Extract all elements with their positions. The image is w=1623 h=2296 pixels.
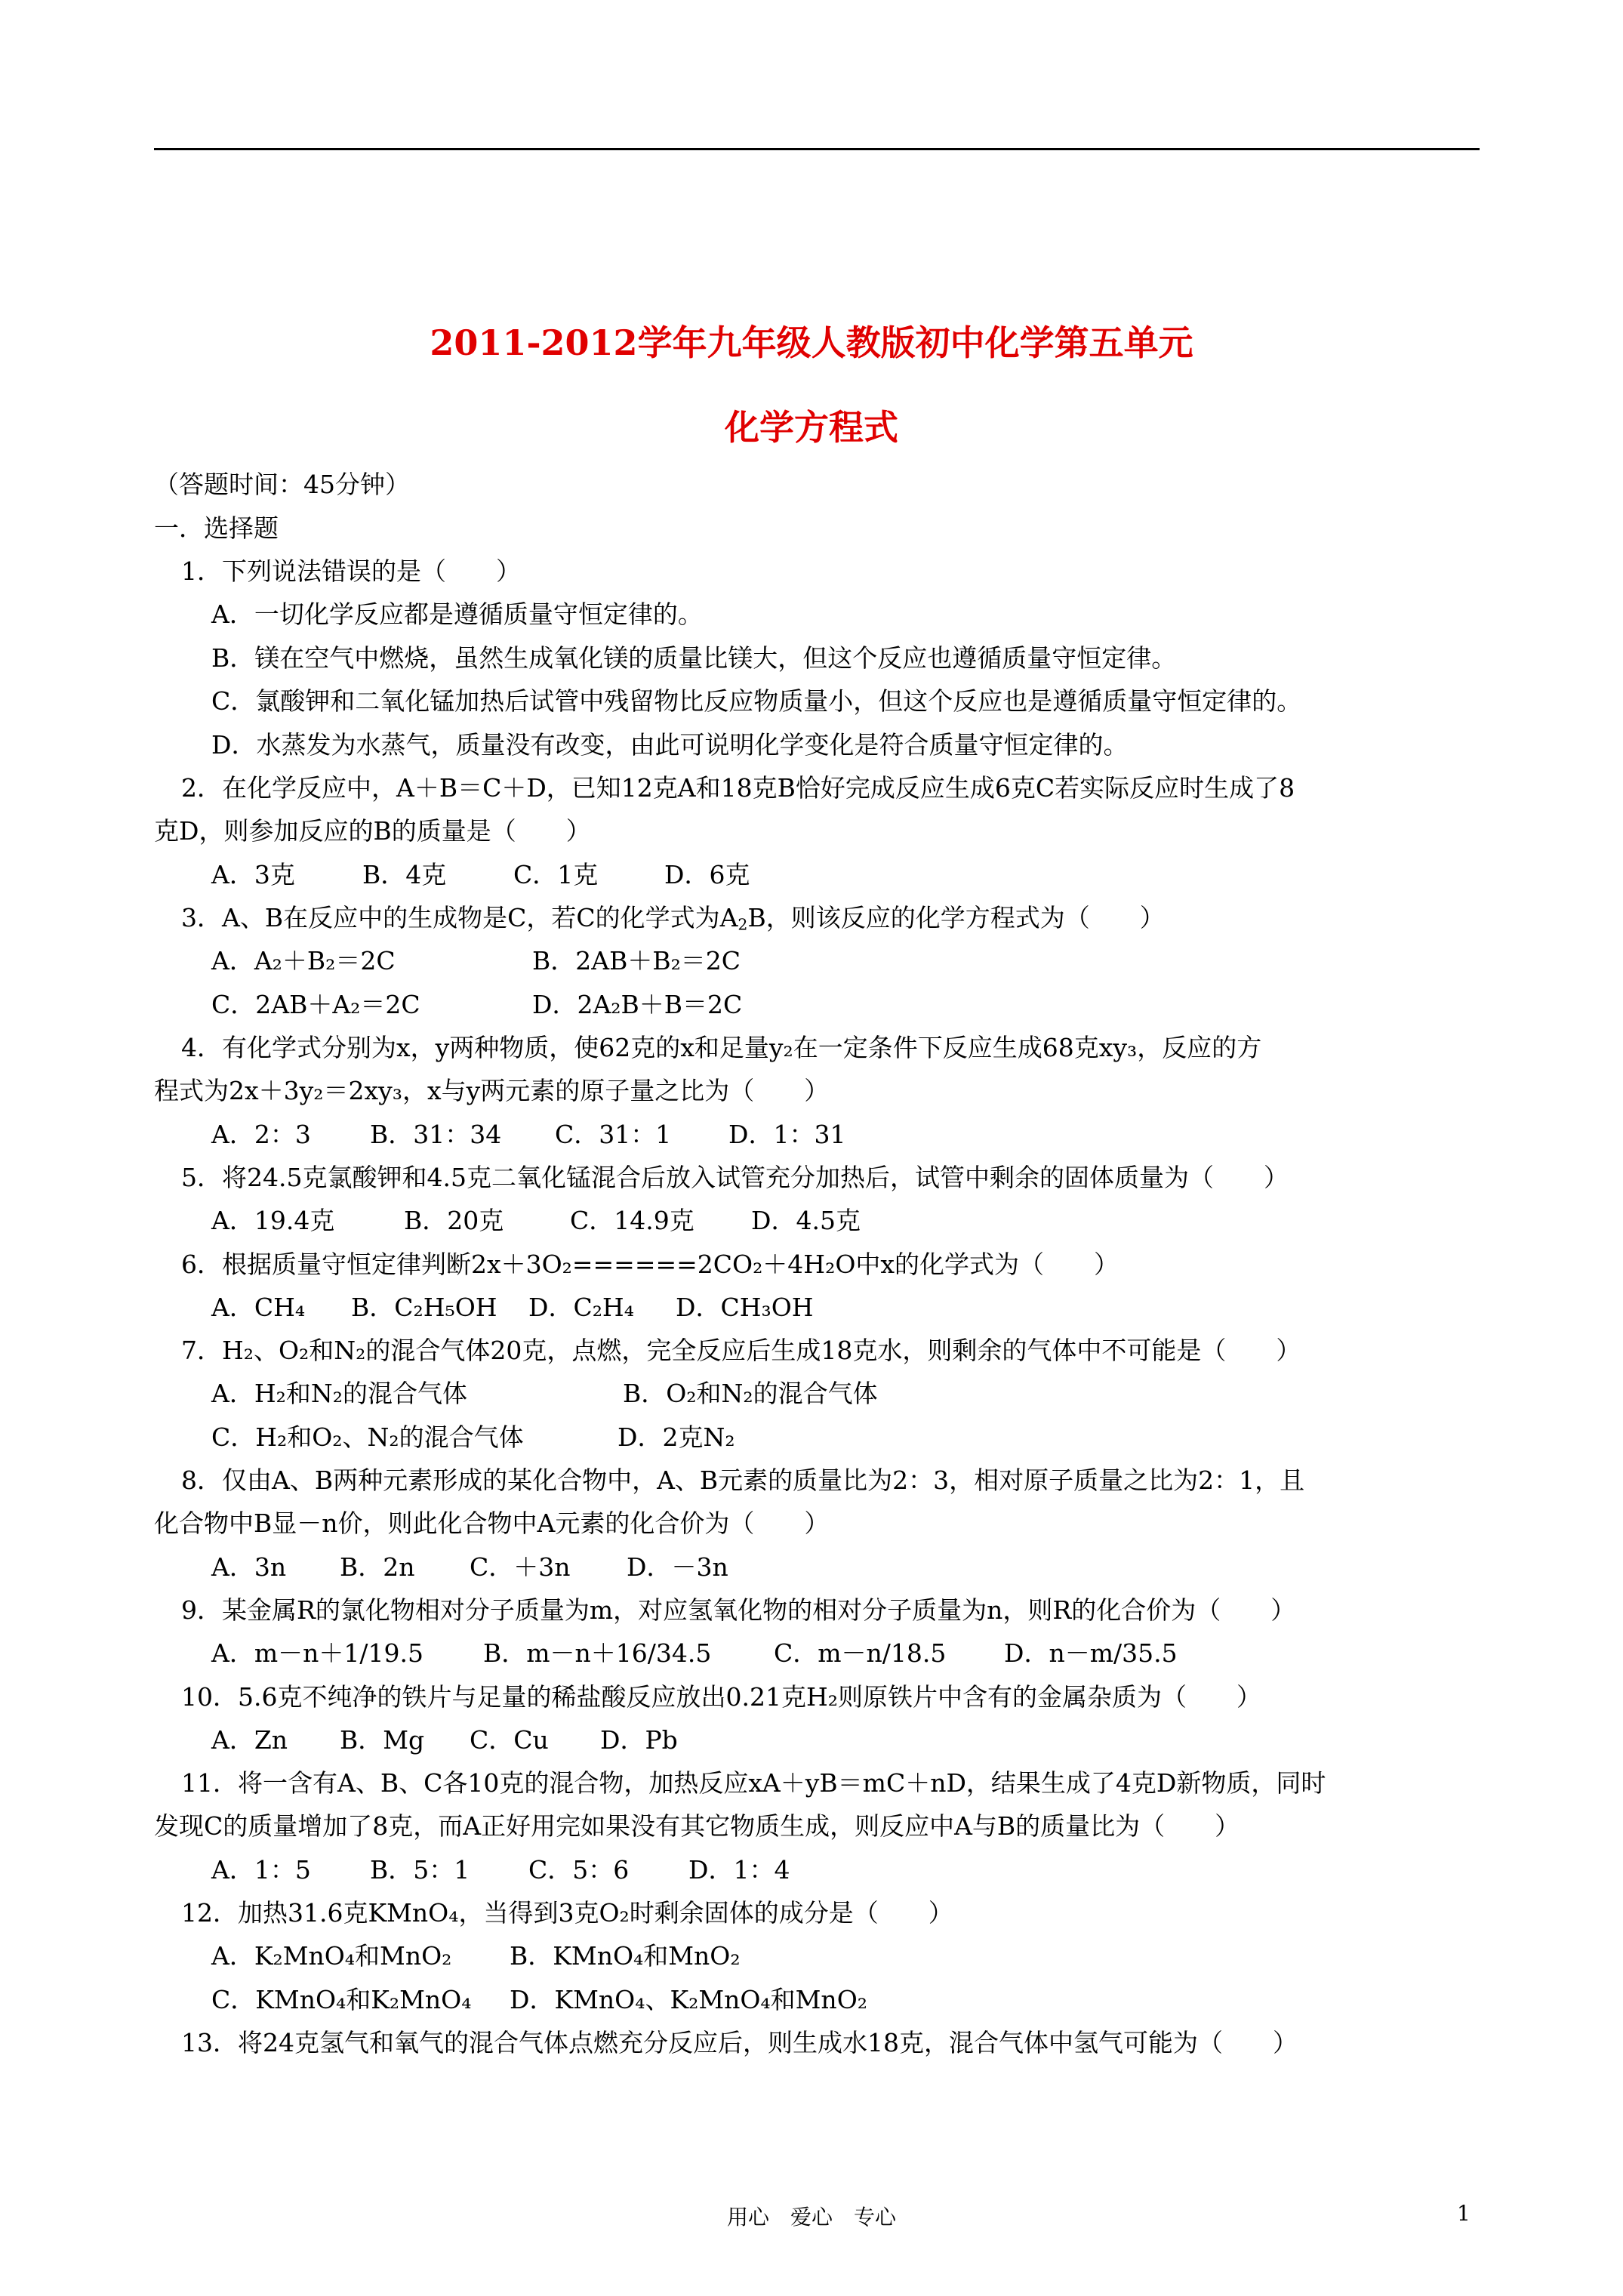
question-12-stem: 12．加热31.6克KMnO₄，当得到3克O₂时剩余固体的成分是（ ） <box>181 1898 953 1928</box>
footer-motto: 用心 爱心 专心 <box>726 2205 896 2230</box>
question-4-option-a: A．2：3 <box>211 1120 311 1149</box>
document-title: 2011-2012学年九年级人教版初中化学第五单元 <box>430 322 1193 363</box>
question-9-option-b: B．m－n＋16/34.5 <box>483 1638 712 1668</box>
question-2-option-a: A．3克 <box>211 860 295 889</box>
question-2-option-d: D．6克 <box>664 860 750 889</box>
question-6-option-c: D．C₂H₄ <box>528 1293 634 1322</box>
question-8-stem-line1: 8．仅由A、B两种元素形成的某化合物中，A、B元素的质量比为2：3，相对原子质量之比为2：1，且 <box>181 1465 1305 1495</box>
question-13-stem: 13．将24克氢气和氧气的混合气体点燃充分反应后，则生成水18克，混合气体中氢气可能为（ ） <box>181 2028 1298 2057</box>
question-11-stem-line2: 发现C的质量增加了8克，而A正好用完如果没有其它物质生成，则反应中A与B的质量比为（ ） <box>154 1811 1240 1841</box>
question-2-option-b: B．4克 <box>362 860 447 889</box>
document-subtitle: 化学方程式 <box>725 407 898 448</box>
question-8-option-a: A．3n <box>211 1552 287 1582</box>
question-9-option-a: A．m－n＋1/19.5 <box>211 1638 423 1668</box>
question-5-option-c: C．14.9克 <box>570 1206 694 1235</box>
question-7-option-b: B．O₂和N₂的混合气体 <box>623 1379 878 1408</box>
question-5-stem: 5．将24.5克氯酸钾和4.5克二氧化锰混合后放入试管充分加热后，试管中剩余的固体质量为（ ） <box>181 1163 1289 1192</box>
question-5-option-a: A．19.4克 <box>211 1206 335 1235</box>
question-11-option-d: D．1：4 <box>688 1855 790 1885</box>
question-10-option-d: D．Pb <box>600 1725 678 1755</box>
question-5-option-b: B．20克 <box>404 1206 504 1235</box>
section-heading: 一．选择题 <box>154 513 279 543</box>
question-2-stem-line1: 2．在化学反应中，A＋B＝C＋D，已知12克A和18克B恰好完成反应生成6克C若实际反应时生成了8 <box>181 773 1295 803</box>
question-9-stem: 9．某金属R的氯化物相对分子质量为m，对应氢氧化物的相对分子质量为n，则R的化合价为（ ） <box>181 1595 1296 1625</box>
question-8-option-b: B．2n <box>340 1552 415 1582</box>
question-3-option-c: C．2AB＋A₂＝2C <box>211 990 420 1019</box>
question-1-option-a: A．一切化学反应都是遵循质量守恒定律的。 <box>211 599 703 629</box>
question-11-option-a: A．1：5 <box>211 1855 311 1885</box>
question-10-stem: 10．5.6克不纯净的铁片与足量的稀盐酸反应放出0.21克H₂则原铁片中含有的金属杂质为（ ） <box>181 1682 1261 1712</box>
question-12-option-c: C．KMnO₄和K₂MnO₄ <box>211 1985 472 2014</box>
question-11-stem-line1: 11．将一含有A、B、C各10克的混合物，加热反应xA＋yB＝mC＋nD，结果生成了4克D新物质，同时 <box>181 1768 1326 1798</box>
question-7-option-d: D．2克N₂ <box>617 1422 735 1452</box>
question-6-stem: 6．根据质量守恒定律判断2x＋3O₂======2CO₂＋4H₂O中x的化学式为（ ） <box>181 1250 1119 1279</box>
header-rule <box>154 148 1480 150</box>
question-12-option-a: A．K₂MnO₄和MnO₂ <box>211 1941 452 1971</box>
question-10-option-b: B．Mg <box>340 1725 425 1755</box>
answer-time: （答题时间：45分钟） <box>154 470 410 499</box>
question-11-option-c: C．5：6 <box>528 1855 630 1885</box>
question-3-option-b: B．2AB＋B₂＝2C <box>532 946 741 975</box>
question-1-option-b: B．镁在空气中燃烧，虽然生成氧化镁的质量比镁大，但这个反应也遵循质量守恒定律。 <box>211 643 1177 673</box>
question-4-option-c: C．31：1 <box>555 1120 672 1149</box>
question-2-stem-line2: 克D，则参加反应的B的质量是（ ） <box>154 816 591 846</box>
question-2-option-c: C．1克 <box>513 860 599 889</box>
question-4-stem-line2: 程式为2x＋3y₂＝2xy₃，x与y两元素的原子量之比为（ ） <box>154 1076 830 1105</box>
question-11-option-b: B．5：1 <box>370 1855 470 1885</box>
question-8-stem-line2: 化合物中B显－n价，则此化合物中A元素的化合价为（ ） <box>154 1509 830 1538</box>
question-6-option-b: B．C₂H₅OH <box>351 1293 497 1322</box>
question-8-option-c: C．＋3n <box>470 1552 571 1582</box>
question-5-option-d: D．4.5克 <box>751 1206 861 1235</box>
question-12-option-d: D．KMnO₄、K₂MnO₄和MnO₂ <box>510 1985 867 2014</box>
question-10-option-a: A．Zn <box>211 1725 288 1755</box>
question-9-option-c: C．m－n/18.5 <box>774 1638 947 1668</box>
question-10-option-c: C．Cu <box>470 1725 549 1755</box>
question-7-option-a: A．H₂和N₂的混合气体 <box>211 1379 467 1408</box>
question-8-option-d: D．－3n <box>627 1552 728 1582</box>
question-9-option-d: D．n－m/35.5 <box>1004 1638 1178 1668</box>
question-7-stem: 7．H₂、O₂和N₂的混合气体20克，点燃，完全反应后生成18克水，则剩余的气体中不可能是（ ） <box>181 1336 1301 1365</box>
question-4-option-b: B．31：34 <box>370 1120 502 1149</box>
question-1-stem: 1．下列说法错误的是（ ） <box>181 556 521 586</box>
page-number: 1 <box>1457 2201 1471 2226</box>
question-7-option-c: C．H₂和O₂、N₂的混合气体 <box>211 1422 524 1452</box>
question-3-option-d: D．2A₂B＋B＝2C <box>532 990 743 1019</box>
question-6-option-a: A．CH₄ <box>211 1293 306 1322</box>
question-4-stem-line1: 4．有化学式分别为x，y两种物质，使62克的x和足量y₂在一定条件下反应生成68克xy₃，反应的方 <box>181 1033 1262 1062</box>
question-12-option-b: B．KMnO₄和MnO₂ <box>510 1941 741 1971</box>
question-1-option-d: D．水蒸发为水蒸气，质量没有改变，由此可说明化学变化是符合质量守恒定律的。 <box>211 730 1129 760</box>
question-3-stem: 3．A、B在反应中的生成物是C，若C的化学式为$A_2B$，则该反应的化学方程式为（ ） <box>181 903 1165 934</box>
question-3-option-a: A．A₂＋B₂＝2C <box>211 946 396 975</box>
question-4-option-d: D．1：31 <box>728 1120 846 1149</box>
question-6-option-d: D．CH₃OH <box>676 1293 814 1322</box>
question-1-option-c: C．氯酸钾和二氧化锰加热后试管中残留物比反应物质量小，但这个反应也是遵循质量守恒定律的。 <box>211 686 1302 716</box>
